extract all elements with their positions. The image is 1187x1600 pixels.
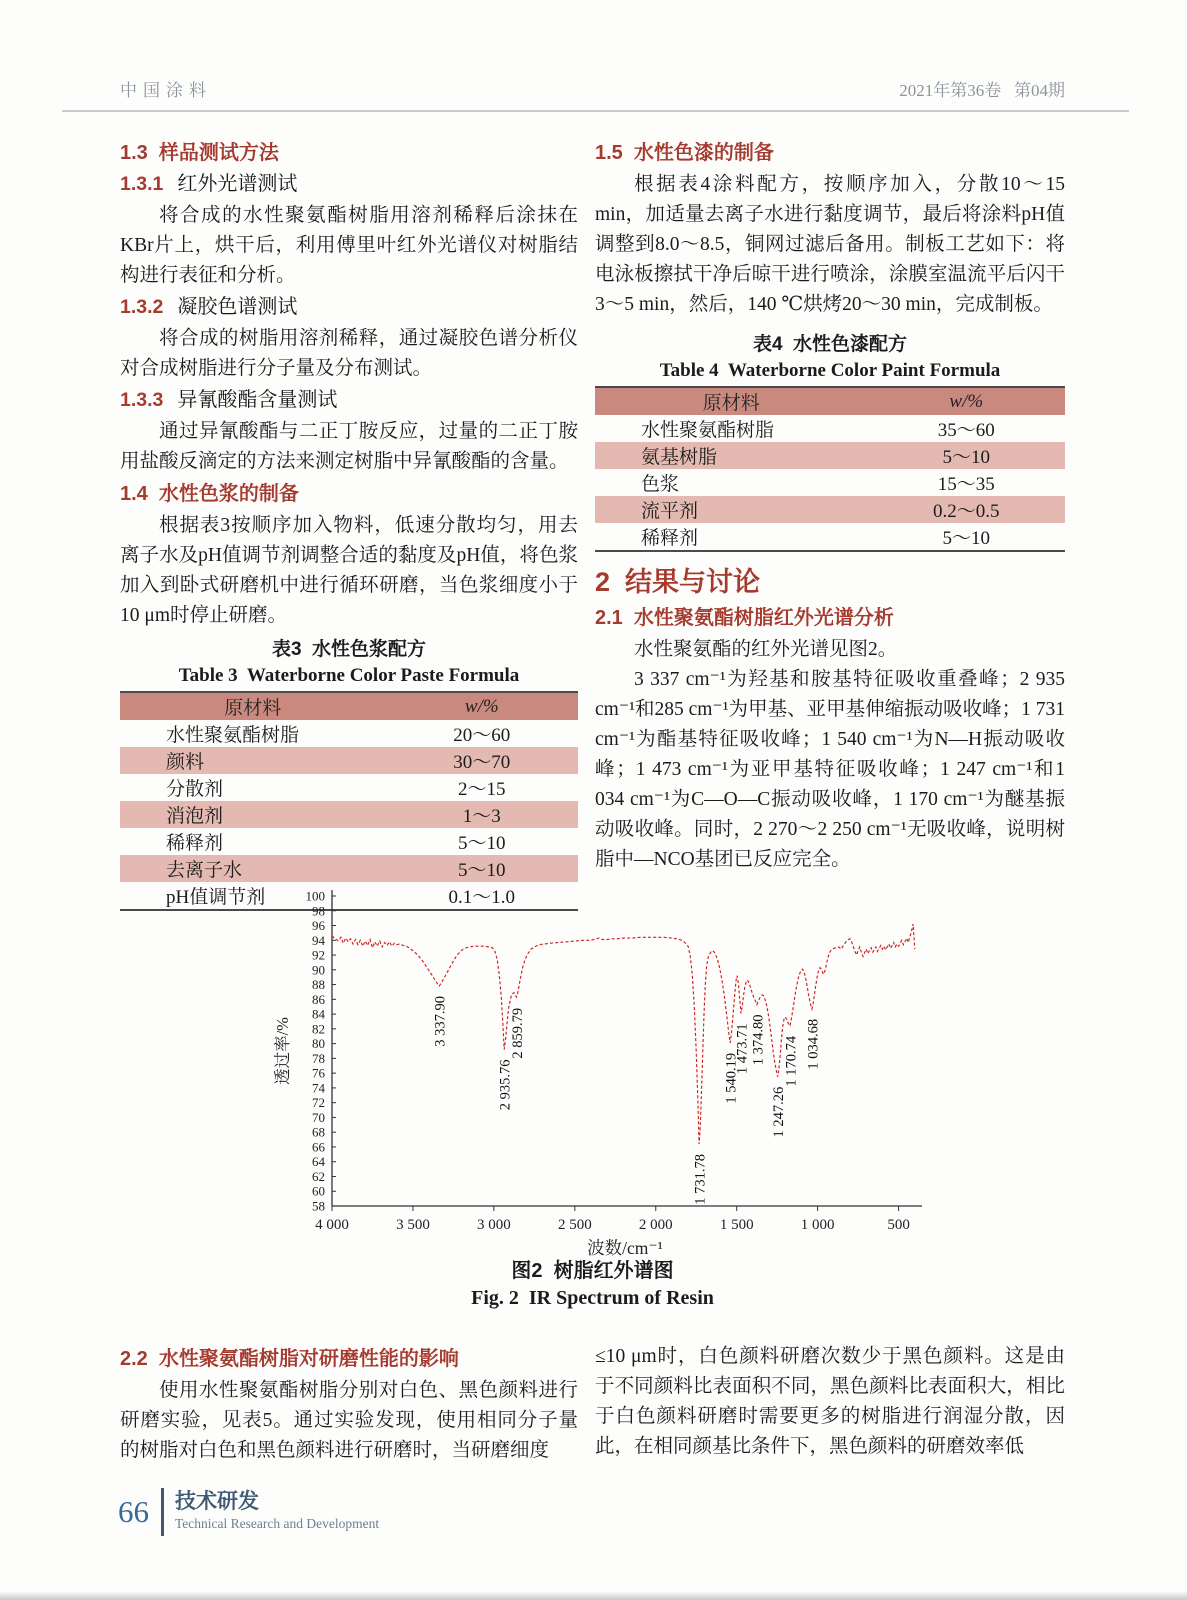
table-cell: 稀释剂	[641, 528, 699, 549]
table-cell: 去离子水	[120, 855, 386, 882]
table-cell: 色浆	[641, 474, 680, 495]
table-row	[595, 469, 1065, 496]
section-heading-1-3: 1.3 样品测试方法	[120, 142, 279, 164]
table-cell: 0.2～0.5	[868, 496, 1065, 523]
peak-label: 1 540.19	[723, 1052, 740, 1104]
y-tick-label: 64	[312, 1154, 325, 1170]
peak-label: 2 859.79	[510, 1007, 526, 1059]
column-left	[120, 136, 578, 911]
y-tick-label: 66	[312, 1139, 325, 1155]
subsection-title: 凝胶色谱测试	[177, 296, 298, 318]
y-tick-label: 82	[312, 1021, 325, 1037]
section-heading-2: 2 结果与讨论	[595, 567, 761, 597]
paragraph: 使用水性聚氨酯树脂分别对白色、黑色颜料进行研磨实验，见表5。通过实验发现，使用相同分子量的树脂对白色和黑色颜料进行研磨时，当研磨细度	[120, 1380, 578, 1461]
table-header-row	[595, 387, 1065, 415]
x-tick-label: 3 500	[396, 1217, 430, 1233]
section-heading-1-5: 1.5 水性色漆的制备	[595, 142, 774, 164]
section-heading-2-1: 2.1 水性聚氨酯树脂红外光谱分析	[595, 607, 894, 629]
spectrum-line	[332, 924, 915, 1144]
column-header-material: 原材料	[120, 692, 386, 720]
table-cell: 15～35	[937, 474, 995, 495]
subsection-title: 红外光谱测试	[177, 173, 298, 195]
table-cell: 1～3	[386, 801, 578, 828]
table-cell: 30～70	[386, 747, 578, 774]
figure-caption-en: Fig. 2 IR Spectrum of Resin	[471, 1287, 714, 1309]
peak-label: 1 170.74	[783, 1035, 800, 1087]
paragraph: 根据表4涂料配方，按顺序加入，分散10～15 min，加适量去离子水进行黏度调节，最后将涂料pH值调整到8.0～8.5，铜网过滤后备用。制板工艺如下：将电泳板擦拭干净后晾干进行喷涂，涂膜室温流平后闪干3～5 min，然后，140 ℃烘烤20～30 min，完成制板。	[595, 174, 1065, 315]
subsection-title: 异氰酸酯含量测试	[177, 389, 338, 411]
y-tick-label: 98	[312, 903, 325, 919]
table-header-row	[120, 692, 578, 720]
column-header-weight-percent: w/%	[386, 692, 578, 720]
figure-2-captions	[120, 1258, 1065, 1312]
table-row	[120, 774, 578, 801]
paragraph: 通过异氰酸酯与二正丁胺反应，过量的二正丁胺用盐酸反滴定的方法来测定树脂中异氰酸酯的含量。	[120, 421, 578, 472]
x-tick-label: 500	[887, 1217, 910, 1233]
journal-title: 中国涂料	[120, 81, 212, 100]
table-4-caption-en: Table 4 Waterborne Color Paint Formula	[659, 360, 1001, 381]
table-row	[595, 523, 1065, 551]
y-tick-label: 88	[312, 977, 325, 993]
table-cell: 水性聚氨酯树脂	[641, 420, 775, 441]
column-header-weight-percent: w/%	[868, 387, 1065, 415]
y-tick-label: 58	[312, 1198, 325, 1214]
y-tick-label: 62	[312, 1168, 325, 1184]
paragraph: 根据表3按顺序加入物料，低速分散均匀，用去离子水及pH值调节剂调整合适的黏度及pH值，将色浆加入到卧式研磨机中进行循环研磨，当色浆细度小于10 μm时停止研磨。	[120, 515, 578, 626]
table-3-block	[120, 637, 578, 911]
footer-column-zh: 技术研发	[175, 1490, 259, 1513]
y-tick-label: 90	[312, 962, 325, 978]
y-tick-label: 92	[312, 947, 325, 963]
table-cell: 氨基树脂	[595, 442, 868, 469]
table-cell: 消泡剂	[120, 801, 386, 828]
y-tick-label: 80	[312, 1036, 325, 1052]
x-tick-label: 2 000	[638, 1217, 673, 1233]
scan-edge	[0, 1591, 1187, 1600]
table-row	[595, 496, 1065, 523]
subsection-heading-1-3-2	[120, 293, 578, 322]
table-cell: 2～15	[458, 779, 506, 800]
y-tick-label: 86	[312, 991, 325, 1007]
column-left-bottom	[120, 1342, 578, 1466]
x-tick-label: 3 000	[477, 1217, 511, 1233]
peak-label: 1 247.26	[771, 1086, 788, 1138]
subsection-number: 1.3.3	[120, 389, 164, 411]
y-tick-label: 84	[312, 1006, 325, 1022]
table-3-caption-zh: 表3 水性色浆配方	[271, 639, 427, 660]
y-tick-label: 94	[312, 932, 325, 948]
table-4-caption-zh: 表4 水性色漆配方	[752, 334, 908, 355]
figure-caption-zh: 图2 树脂红外谱图	[511, 1260, 674, 1282]
y-tick-label: 100	[305, 888, 325, 904]
table-cell: 5～10	[458, 833, 506, 854]
table-4-block	[595, 332, 1065, 552]
y-axis-title: 透过率/%	[273, 1017, 292, 1085]
subsection-number: 1.3.2	[120, 296, 164, 318]
y-tick-label: 78	[312, 1050, 325, 1066]
figure-2	[268, 884, 928, 1256]
paragraph-continuation: ≤10 μm时，白色颜料研磨次数少于黑色颜料。这是由于不同颜料比表面积不同，黑色颜料比表面积大，相比于白色颜料研磨时需要更多的树脂进行润湿分散，因此，在相同颜基比条件下，黑色颜料的研磨效率低	[595, 1346, 1065, 1457]
columns-top	[120, 136, 1065, 911]
table-cell: 0.1～1.0	[448, 887, 516, 908]
paragraph: 将合成的树脂用溶剂稀释，通过凝胶色谱分析仪对合成树脂进行分子量及分布测试。	[120, 328, 578, 379]
peak-label: 1 731.78	[692, 1154, 709, 1205]
page-header	[120, 76, 1065, 101]
header-rule	[62, 110, 1129, 112]
column-right	[595, 136, 1065, 911]
column-right-bottom	[595, 1342, 1065, 1466]
table-row	[120, 747, 578, 774]
y-tick-label: 72	[312, 1095, 325, 1111]
table-row	[595, 415, 1065, 442]
table-cell: 颜料	[120, 747, 386, 774]
peak-label: 2 935.76	[497, 1059, 514, 1111]
table-row	[595, 442, 1065, 469]
table-cell: 流平剂	[595, 496, 868, 523]
table-row	[120, 720, 578, 747]
section-heading-1-4: 1.4 水性色浆的制备	[120, 483, 299, 505]
subsection-heading-1-3-1	[120, 170, 578, 199]
issue-info: 2021年第36卷 第04期	[899, 81, 1065, 100]
page-number: 66	[118, 1494, 149, 1529]
table-cell: 水性聚氨酯树脂	[166, 725, 300, 746]
table-row	[120, 801, 578, 828]
table-cell: 5～10	[942, 528, 991, 549]
table-row	[120, 828, 578, 855]
paragraph: 水性聚氨酯的红外光谱见图2。	[634, 639, 898, 660]
ir-spectrum-chart	[268, 884, 928, 1256]
y-tick-label: 96	[312, 918, 325, 934]
peak-label: 1 374.80	[750, 1014, 767, 1066]
peak-label: 1 034.68	[805, 1018, 822, 1070]
y-tick-label: 70	[312, 1109, 325, 1125]
peak-label: 3 337.90	[432, 996, 449, 1047]
subsection-heading-1-3-3	[120, 386, 578, 415]
columns-bottom	[120, 1342, 1065, 1466]
y-tick-label: 60	[312, 1183, 325, 1199]
table-row	[120, 855, 578, 882]
section-heading-2-2: 2.2 水性聚氨酯树脂对研磨性能的影响	[120, 1348, 459, 1370]
table-cell: 5～10	[386, 855, 578, 882]
table-cell: 稀释剂	[166, 833, 224, 854]
column-header-material: 原材料	[595, 387, 868, 415]
page-footer	[118, 1488, 379, 1536]
x-tick-label: 4 000	[315, 1217, 349, 1233]
x-axis-title: 波数/cm⁻¹	[587, 1238, 663, 1256]
x-tick-label: 1 500	[719, 1217, 754, 1233]
paragraph: 将合成的水性聚氨酯树脂用溶剂稀释后涂抹在KBr片上，烘干后，利用傅里叶红外光谱仪对树脂结构进行表征和分析。	[120, 205, 578, 286]
paragraph: 3 337 cm⁻¹为羟基和胺基特征吸收重叠峰；2 935 cm⁻¹和285 cm⁻¹为甲基、亚甲基伸缩振动吸收峰；1 731 cm⁻¹为酯基特征吸收峰；1 540 cm⁻¹为N—H振动吸收峰；1 473 cm⁻¹为亚甲基特征吸收峰；1 247 cm⁻¹和1 034 cm⁻¹为C—O—C振动吸收峰，1 170 cm⁻¹为醚基振动吸收峰。同时，2 270～2 250 cm⁻¹无吸收峰，说明树脂中—NCO基团已反应完全。	[595, 669, 1065, 870]
table-3-caption-en: Table 3 Waterborne Color Paste Formula	[178, 665, 520, 686]
table-cell: 35～60	[937, 420, 995, 441]
y-tick-label: 68	[312, 1124, 325, 1140]
table-cell: 20～60	[453, 725, 511, 746]
y-tick-label: 74	[312, 1080, 325, 1096]
table-4	[595, 386, 1065, 552]
x-tick-label: 2 500	[557, 1217, 592, 1233]
footer-column-block	[175, 1490, 379, 1534]
x-tick-label: 1 000	[800, 1217, 835, 1233]
footer-column-en: Technical Research and Development	[175, 1516, 380, 1531]
table-cell: pH值调节剂	[166, 887, 266, 908]
peak-label: 1 473.71	[734, 1023, 751, 1075]
y-tick-label: 76	[312, 1065, 325, 1081]
table-cell: 5～10	[868, 442, 1065, 469]
table-cell: 分散剂	[166, 779, 224, 800]
table-3	[120, 691, 578, 911]
subsection-number: 1.3.1	[120, 173, 164, 195]
footer-divider	[161, 1488, 164, 1536]
